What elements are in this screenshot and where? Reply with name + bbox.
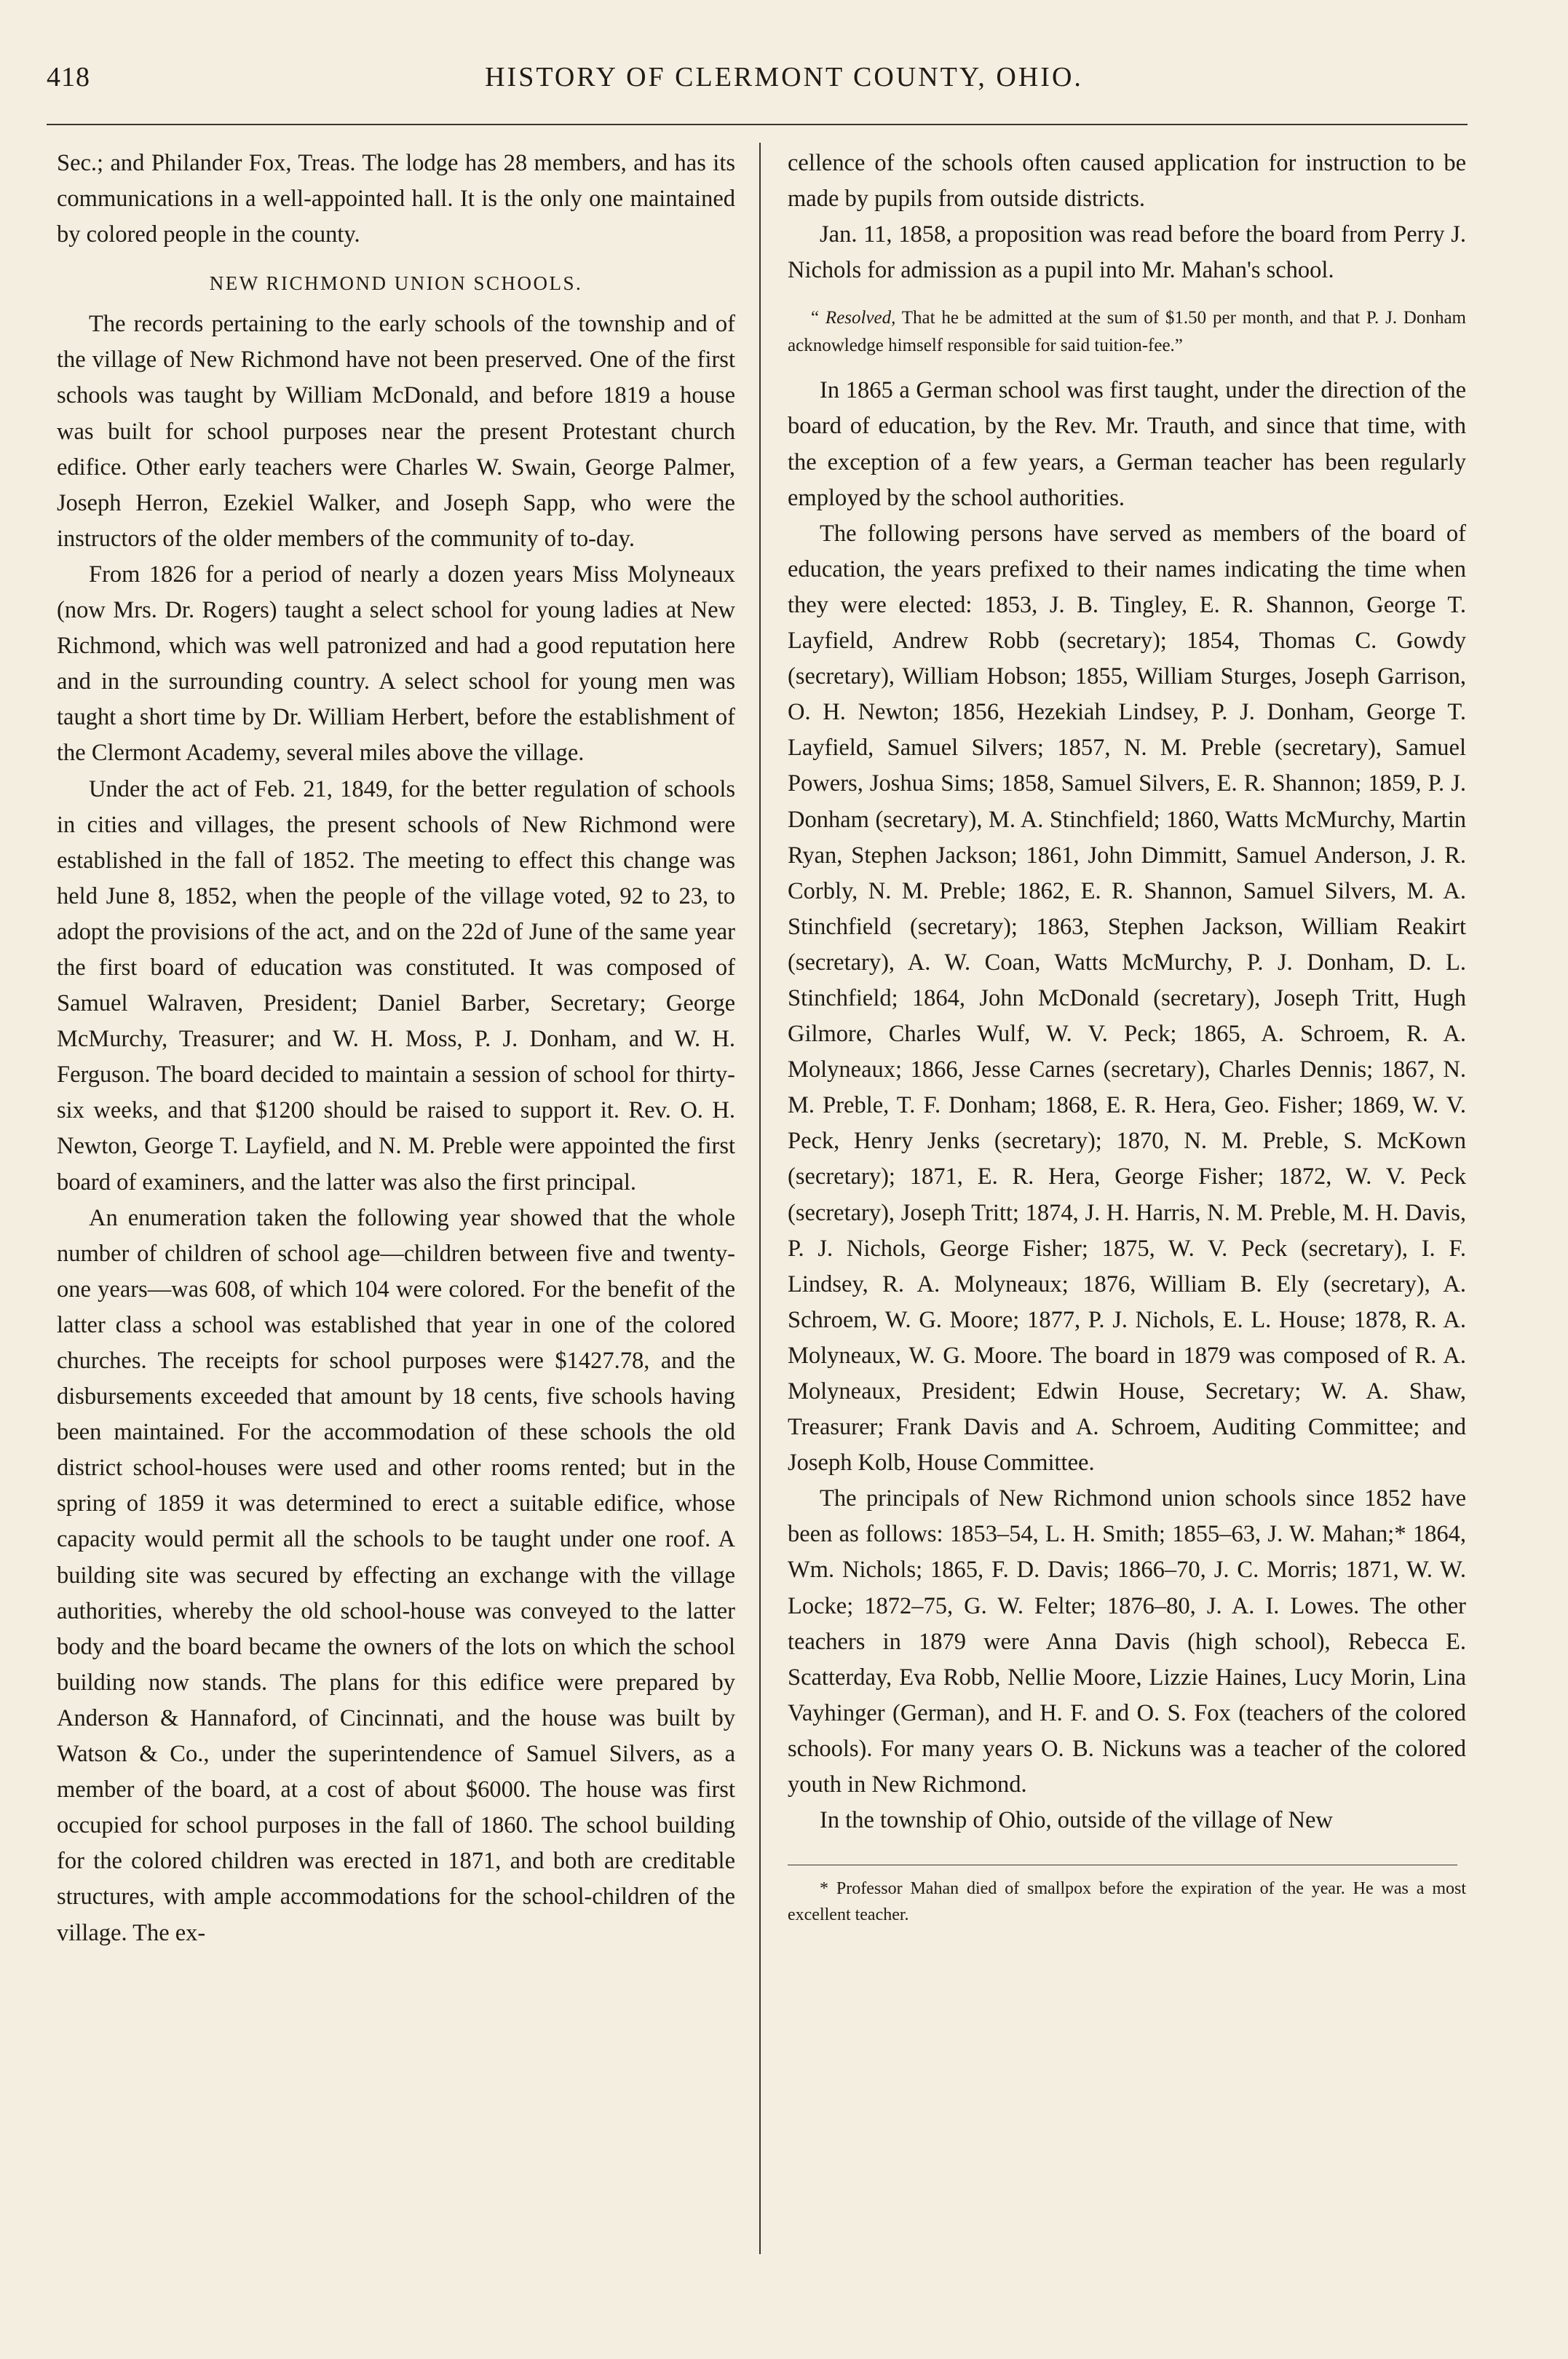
column-divider (759, 143, 761, 2254)
paragraph-nichols-proposition: Jan. 11, 1858, a proposition was read before the board from Perry J. Nichols for admission as a pupil into Mr. Mahan's school. (788, 221, 1466, 284)
paragraph-ohio-township: In the township of Ohio, outside of the village of New (820, 1807, 1333, 1834)
paragraph-enumeration: An enumeration taken the following year showed that the whole number of children of school age—children between five and twenty-one years—was 608, of which 104 were colored. For the benefit of the latter class a school was established that year in one of the colored churches. The receipts for school purposes were $1427.78, and the disbursements exceeded that amount by 18 cents, five schools having been maintained. For the accommodation of these schools the old district school-houses were used and other rooms rented; but in the spring of 1859 it was determined to erect a suitable edifice, whose capacity would permit all the schools to be taught under one roof. A building site was secured by effecting an exchange with the village authorities, whereby the old school-house was conveyed to the latter body and the board became the owners of the lots on which the school building now stands. The plans for this edifice were prepared by Anderson & Hannaford, of Cincinnati, and the house was built by Watson & Co., under the superintendence of Samuel Silvers, as a member of the board, at a cost of about $6000. The house was first occupied for school purposes in the fall of 1860. The school building for the colored children was erected in 1871, and both are creditable structures, with ample accommodations for the school-children of the village. The ex- (57, 1204, 735, 1946)
quote-open-mark: “ (811, 308, 825, 328)
quote-resolved-word: Resolved, (825, 308, 896, 328)
paragraph-german-school: In 1865 a German school was first taught, under the direction of the board of education, by the Rev. Mr. Trauth, and since that time, with the exception of a few years, a German teacher has been regularly employed by the school authorities. (788, 377, 1466, 511)
paragraph-early-schools: The records pertaining to the early schools of the township and of the village of New Richmond have not been preserved. One of the first schools was taught by William McDonald, and before 1819 a house was built for school purposes near the present Protestant church edifice. Other early teachers were Charles W. Swain, George Palmer, Joseph Herron, Ezekiel Walker, and Joseph Sapp, who were the instructors of the older members of the community of to-day. (57, 311, 735, 552)
header-rule (47, 124, 1468, 125)
left-column (57, 146, 735, 1951)
paragraph-board-members: The following persons have served as members of the board of education, the years prefixed to their names indicating the time when they were elected: 1853, J. B. Tingley, E. R. Shannon, George T. Layfield, Andrew Robb (secretary); 1854, Thomas C. Gowdy (secretary), William Hobson; 1855, William Sturges, Joseph Garrison, O. H. Newton; 1856, Hezekiah Lindsey, P. J. Donham, George T. Layfield, Samuel Silvers; 1857, N. M. Preble (secretary), Samuel Powers, Joshua Sims; 1858, Samuel Silvers, E. R. Shannon; 1859, P. J. Donham (secretary), M. A. Stinchfield; 1860, Watts McMurchy, Martin Ryan, Stephen Jackson; 1861, John Dimmitt, Samuel Anderson, J. R. Corbly, N. M. Preble; 1862, E. R. Shannon, Samuel Silvers, M. A. Stinchfield (secretary); 1863, Stephen Jackson, William Reakirt (secretary), A. W. Coan, Watts McMurchy, P. J. Donham, D. L. Stinchfield; 1864, John McDonald (secretary), Joseph Tritt, Hugh Gilmore, Charles Wulf, W. V. Peck; 1865, A. Schroem, R. A. Molyneaux; 1866, Jesse Carnes (secretary), Charles Dennis; 1867, N. M. Preble, T. F. Donham; 1868, E. R. Hera, Geo. Fisher; 1869, W. V. Peck, Henry Jenks (secretary); 1870, N. M. Preble, S. McKown (secretary); 1871, E. R. Hera, George Fisher; 1872, W. V. Peck (secretary), Joseph Tritt; 1874, J. H. Harris, N. M. Preble, M. H. Davis, P. J. Nichols, George Fisher; 1875, W. V. Peck (secretary), I. F. Lindsey, R. A. Molyneaux; 1876, William B. Ely (secretary), A. Schroem, W. G. Moore; 1877, P. J. Nichols, E. L. House; 1878, R. A. Molyneaux, W. G. Moore. The board in 1879 was composed of R. A. Molyneaux, President; Edwin House, Secretary; W. A. Shaw, Treasurer; Frank Davis and A. Schroem, Auditing Committee; and Joseph Kolb, House Committee. (788, 520, 1466, 1477)
paragraph-select-school: From 1826 for a period of nearly a dozen years Miss Molyneaux (now Mrs. Dr. Rogers) taught a select school for young ladies at New Richmond, which was well patronized and had a good reputation here and in the surrounding country. A select school for young men was taught a short time by Dr. William Herbert, before the establishment of the Clermont Academy, several miles above the village. (57, 561, 735, 767)
paragraph-lodge-continued: Sec.; and Philander Fox, Treas. The lodge has 28 members, and has its communications in a well-appointed hall. It is the only one maintained by colored people in the county. (57, 150, 735, 248)
running-title: HISTORY OF CLERMONT COUNTY, OHIO. (485, 62, 1083, 92)
resolution-quote (788, 304, 1466, 360)
quote-text: That he be admitted at the sum of $1.50 per month, and that P. J. Donham acknowledge himself responsible for said tuition-fee.” (788, 308, 1466, 356)
section-heading: NEW RICHMOND UNION SCHOOLS. (209, 272, 583, 295)
page-number: 418 (47, 62, 90, 92)
paragraph-principals: The principals of New Richmond union schools since 1852 have been as follows: 1853–54, L. H. Smith; 1855–63, J. W. Mahan;* 1864, Wm. Nichols; 1865, F. D. Davis; 1866–70, J. C. Morris; 1871, W. W. Locke; 1872–75, G. W. Felter; 1876–80, J. A. I. Lowes. The other teachers in 1879 were Anna Davis (high school), Rebecca E. Scatterday, Eva Robb, Nellie Moore, Lizzie Haines, Lucy Morin, Lina Vayhinger (German), and H. F. and O. S. Fox (teachers of the colored schools). For many years O. B. Nickuns was a teacher of the colored youth in New Richmond. (788, 1485, 1466, 1798)
paragraph-excellence-continued: cellence of the schools often caused application for instruction to be made by pupils from outside districts. (788, 150, 1466, 213)
right-column (788, 146, 1466, 1928)
paragraph-act-of-1849: Under the act of Feb. 21, 1849, for the better regulation of schools in cities and villages, the present schools of New Richmond were established in the fall of 1852. The meeting to effect this change was held June 8, 1852, when the people of the village voted, 92 to 23, to adopt the provisions of the act, and on the 22d of June of the same year the first board of education was constituted. It was composed of Samuel Walraven, President; Daniel Barber, Secretary; George McMurchy, Treasurer; and W. H. Moss, P. J. Donham, and W. H. Ferguson. The board decided to maintain a session of school for thirty-six weeks, and that $1200 should be raised to support it. Rev. O. H. Newton, George T. Layfield, and N. M. Preble were appointed the first board of examiners, and the latter was also the first principal. (57, 775, 735, 1196)
footnote: * Professor Mahan died of smallpox before the expiration of the year. He was a most excellent teacher. (788, 1879, 1466, 1925)
